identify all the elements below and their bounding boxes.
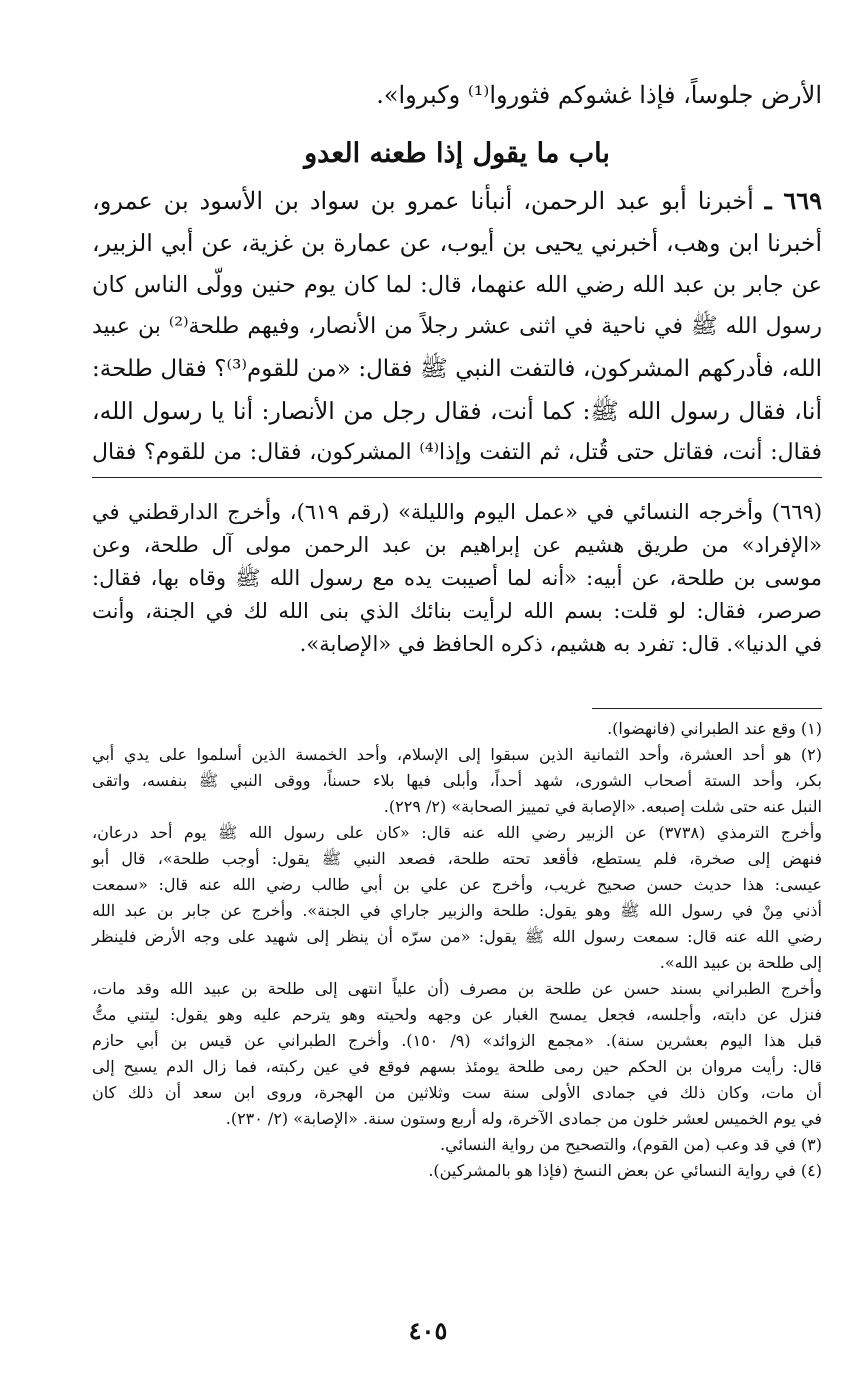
footnotes [92, 716, 822, 1184]
footnote-2-line-8: رضي الله عنه قال: سمعت رسول الله ﷺ يقول: «من سرّه أن ينظر إلى شهيد على وجه الأرض فلينظر [92, 927, 822, 946]
continuation-line: الأرض جلوساً، فإذا غشوكم فثوروا⁽¹⁾ وكبروا». [376, 81, 822, 109]
takhrij-line-2: «الإفراد» من طريق هشيم عن إبراهيم بن عبد الرحمن مولى آل طلحة، وعن [92, 533, 822, 557]
footnote-2-line-2: بكر، وأحد الستة أصحاب الشورى، شهد أحداً، وأبلى فيها بلاء حسناً، ووقى النبي ﷺ بنفسه، واتقى [92, 771, 823, 790]
footnote-2-line-5: فنهض إلى صخرة، فلم يستطع، فأقعد تحته طلحة، فصعد النبي ﷺ يقول: أوجب طلحة»، قال أبو [92, 849, 822, 868]
footnote-1: (١) وقع عند الطبراني (فانهضوا). [607, 719, 822, 738]
footnote-separator-rule [592, 708, 822, 709]
footnote-4: (٤) في رواية النسائي عن بعض النسخ (فإذا هو بالمشركين). [428, 1161, 822, 1180]
footnote-2-line-9: إلى طلحة بن عبيد الله». [659, 953, 822, 972]
page-number: ٤٠٥ [408, 1316, 448, 1345]
takhrij-note [92, 496, 822, 661]
hadith-line-1 [92, 180, 822, 222]
hadith-text [92, 180, 822, 474]
chapter-title: باب ما يقول إذا طعنه العدو [304, 138, 610, 169]
takhrij-line-1: (٦٦٩) وأخرجه النسائي في «عمل اليوم والليلة» (رقم ٦١٩)، وأخرج الدارقطني في [92, 500, 823, 524]
footnote-2-line-4: وأخرج الترمذي (٣٧٣٨) عن الزبير رضي الله عنه قال: «كان على رسول الله ﷺ يوم أحد درعان، [92, 823, 822, 842]
footnote-2-line-3: النبل عنه حتى شلت إصبعه. «الإصابة في تمييز الصحابة» (٢/ ٢٢٩). [383, 797, 822, 816]
footnote-2-line-6: عيسى: هذا حديث حسن صحيح غريب، وأخرج عن علي بن أبي طالب رضي الله عنه قال: «سمعت [92, 875, 822, 894]
hadith-number: ٦٦٩ ـ [764, 186, 822, 215]
footnote-2-line-13: قال: رأيت مروان بن الحكم حين رمى طلحة يومئذ بسهم فوقع في عين ركبته، فما زال الدم يسيح إلى [92, 1057, 822, 1076]
hadith-line-2: أخبرنا ابن وهب، أخبرني يحيى بن أيوب، عن عمارة بن غزية، عن أبي الزبير، [92, 229, 822, 257]
hadith-line-6: أنا، فقال رسول الله ﷺ: كما أنت، فقال رجل من الأنصار: أنا يا رسول الله، [92, 397, 822, 425]
hadith-line-4: رسول الله ﷺ في ناحية في اثنى عشر رجلاً من الأنصار، وفيهم طلحة⁽²⁾ بن عبيد [92, 314, 822, 339]
continuation-text [92, 74, 822, 116]
footnote-2-line-15: في يوم الخميس لعشر خلون من جمادى الآخرة، وله أربع وستون سنة. «الإصابة» (٢/ ٢٣٠). [225, 1109, 822, 1128]
text-separator-rule [92, 477, 822, 478]
takhrij-line-5: في الدنيا». قال: تفرد به هشيم، ذكره الحافظ في «الإصابة». [299, 632, 822, 656]
hadith-line-7: فقال: أنت، فقاتل حتى قُتل، ثم التفت وإذا⁽⁴⁾ المشركون، فقال: من للقوم؟ فقال [92, 440, 823, 465]
hadith-line-5: الله، فأدركهم المشركون، فالتفت النبي ﷺ فقال: «من للقوم⁽³⁾؟ فقال طلحة: [92, 356, 822, 382]
takhrij-line-3: موسى بن طلحة، عن أبيه: «أنه لما أصيبت يده مع رسول الله ﷺ وقاه بها، فقال: [92, 566, 822, 590]
footnote-2-line-1: (٢) هو أحد العشرة، وأحد الثمانية الذين سبقوا إلى الإسلام، وأحد الخمسة الذين أسلموا على يدي أبي [92, 745, 822, 764]
hadith-line-3: عن جابر بن عبد الله رضي الله عنهما، قال: لما كان يوم حنين وولّى الناس كان [92, 272, 822, 298]
hadith-line-1-text: أخبرنا أبو عبد الرحمن، أنبأنا عمرو بن سواد بن الأسود بن عمرو، [92, 187, 754, 215]
footnote-2-line-7: أذني مِنْ في رسول الله ﷺ وهو يقول: طلحة والزبير جاراي في الجنة». وأخرج عن جابر بن عبد الله [92, 901, 822, 920]
footnote-2-line-14: أن مات، وكان ذلك في جمادى الأولى سنة ست وثلاثين من الهجرة، وروى ابن سعد أن ذلك كان [92, 1083, 822, 1102]
footnote-2-line-11: فنزل عن دابته، وأجلسه، فجعل يمسح الغبار عن وجهه ولحيته وهو يترحم عليه وهو يقول: ليتني متُّ [92, 1005, 822, 1024]
footnote-2-line-10: وأخرج الطبراني بسند حسن عن طلحة بن مصرف (أن علياً انتهى إلى طلحة بن عبيد الله وقد مات، [92, 979, 822, 998]
footnote-3: (٣) في قد وعب (من القوم)، والتصحيح من رواية النسائي. [440, 1135, 822, 1154]
footnote-2-line-12: قبل هذا اليوم بعشرين سنة). «مجمع الزوائد» (٩/ ١٥٠). وأخرج الطبراني عن قيس بن أبي حازم [92, 1031, 823, 1050]
takhrij-line-4: صرصر، فقال: لو قلت: بسم الله لرأيت بنائك الذي بنى الله لك في الجنة، وأنت [92, 599, 822, 623]
